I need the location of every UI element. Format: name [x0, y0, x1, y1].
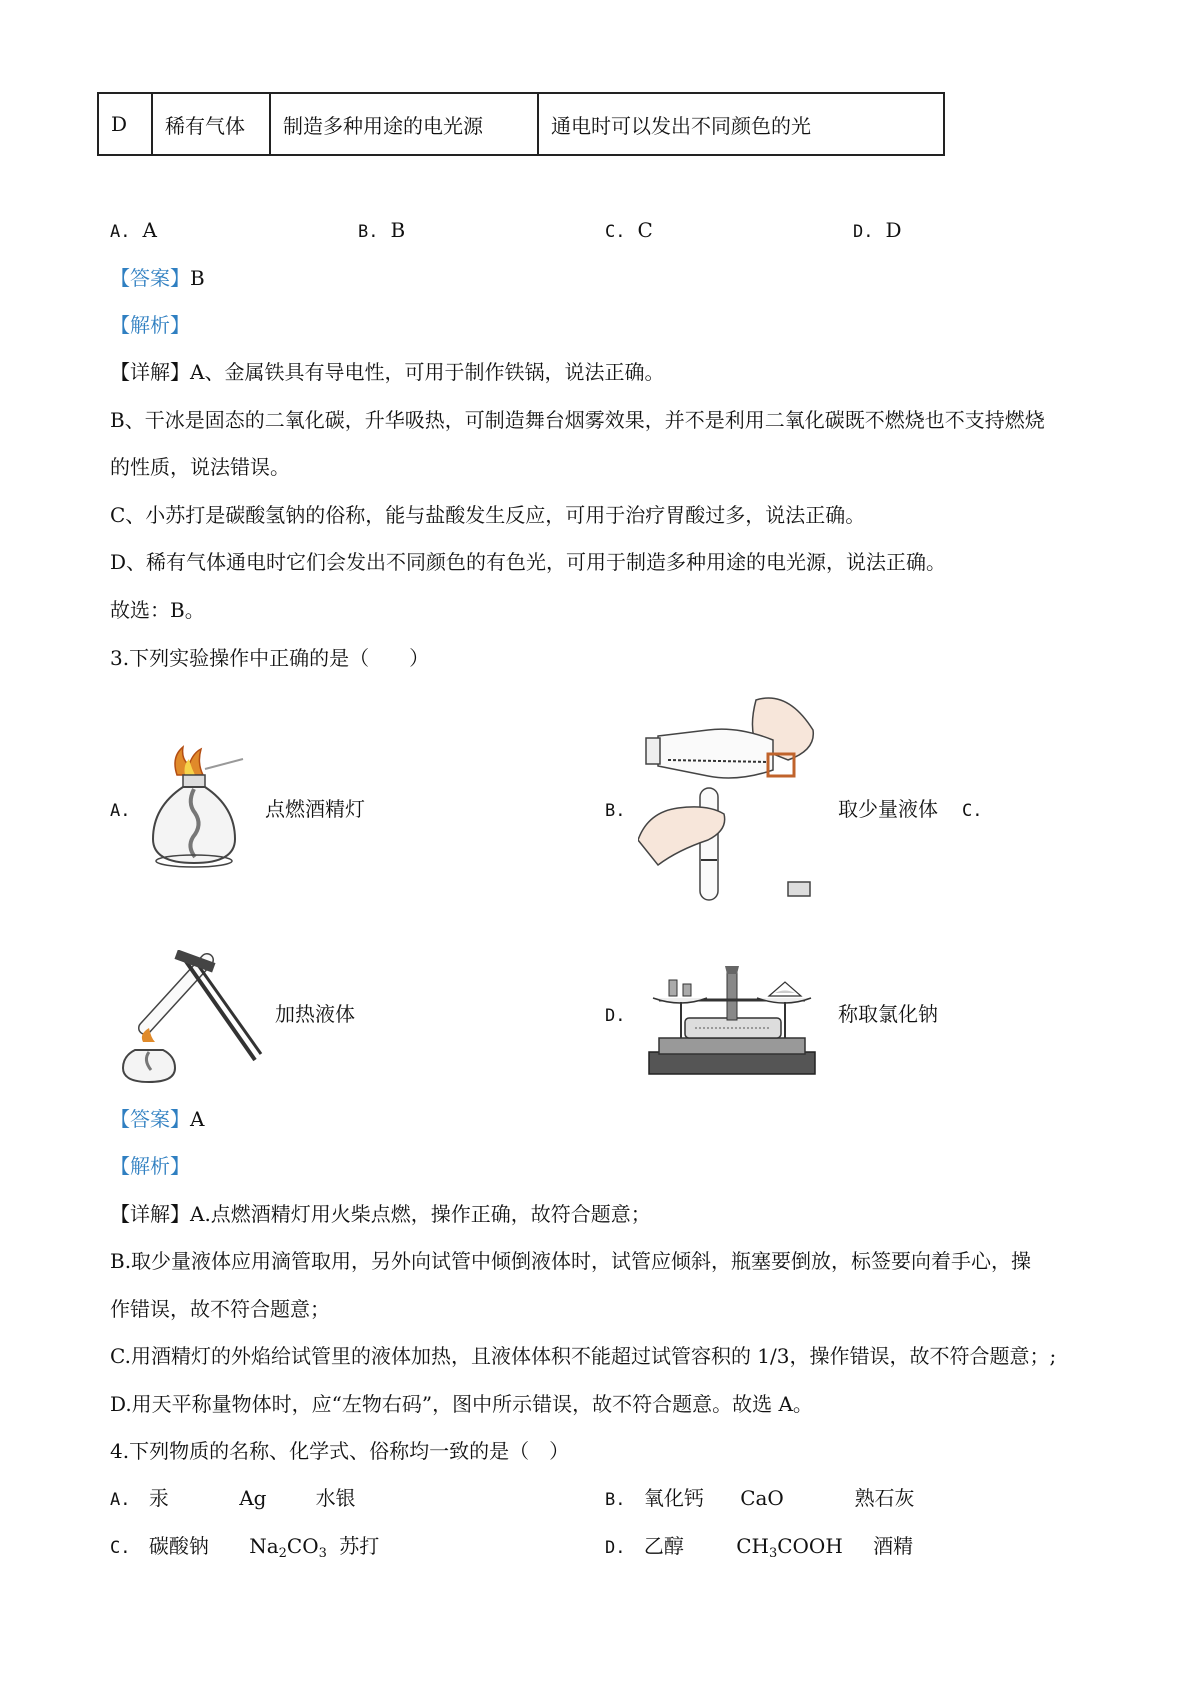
q3-option-a-letter: A.: [110, 801, 131, 821]
q3-option-d-label: 称取氯化钠: [838, 1002, 938, 1026]
q4-option-d: D. 乙醇 $CH_3COOH$ 酒精: [605, 1534, 914, 1561]
q3-option-c-letter: C.: [962, 801, 983, 821]
q2-option-b: B. B: [358, 218, 406, 242]
q4-option-a: A. 汞 Ag 水银: [110, 1486, 356, 1510]
q3-option-d-letter: D.: [605, 1006, 626, 1026]
q2-choose: 故选：B。: [110, 598, 205, 622]
q2-detail-a: 【详解】A、金属铁具有导电性，可用于制作铁锅，说法正确。: [110, 360, 665, 384]
q3-option-b-label: 取少量液体: [838, 797, 938, 821]
q3-detail-c: C.用酒精灯的外焰给试管里的液体加热，且液体体积不能超过试管容积的 1/3，操作错误，故不符合题意；;: [110, 1344, 1057, 1368]
q2-analysis-tag: 【解析】: [110, 313, 190, 337]
q2-option-c: C. C: [605, 218, 653, 242]
q2-detail-b2: 的性质，说法错误。: [110, 455, 290, 479]
q2-detail-c: C、小苏打是碳酸氢钠的俗称，能与盐酸发生反应，可用于治疗胃酸过多，说法正确。: [110, 503, 866, 527]
q4-option-c: C. 碳酸钠 $Na_2CO_3$ 苏打: [110, 1534, 380, 1561]
alcohol-lamp-icon: [143, 745, 253, 873]
q2-detail-b1: B、干冰是固态的二氧化碳，升华吸热，可制造舞台烟雾效果，并不是利用二氧化碳既不燃烧也不支持燃烧: [110, 408, 1045, 432]
property-table: [97, 92, 945, 156]
q3-detail-a: 【详解】A.点燃酒精灯用火柴点燃，操作正确，故符合题意；: [110, 1202, 651, 1226]
table-cell-property: 通电时可以发出不同颜色的光: [538, 93, 944, 155]
q2-answer: 【答案】B: [110, 266, 205, 290]
table-cell-label: D: [98, 93, 152, 155]
q2-option-a: A. A: [110, 218, 157, 242]
table-cell-use: 制造多种用途的电光源: [270, 93, 538, 155]
balance-scale-icon: [645, 960, 820, 1078]
q3-analysis-tag: 【解析】: [110, 1154, 190, 1178]
pouring-liquid-icon: [638, 690, 828, 915]
q4-stem: 4.下列物质的名称、化学式、俗称均一致的是（ ）: [110, 1439, 570, 1463]
q3-detail-d: D.用天平称量物体时，应“左物右码”，图中所示错误，故不符合题意。故选 A。: [110, 1392, 813, 1416]
q3-stem: 3.下列实验操作中正确的是（ ）: [110, 646, 430, 670]
q3-detail-b1: B.取少量液体应用滴管取用，另外向试管中倾倒液体时，试管应倾斜，瓶塞要倒放，标签要向着手心，操: [110, 1249, 1032, 1273]
q3-option-a-label: 点燃酒精灯: [265, 797, 365, 821]
q3-option-c-label: 加热液体: [275, 1002, 355, 1026]
q3-detail-b2: 作错误，故不符合题意；: [110, 1297, 330, 1321]
table-row: [98, 93, 944, 155]
table-cell-name: 稀有气体: [152, 93, 270, 155]
heating-liquid-icon: [115, 950, 265, 1090]
q2-option-d: D. D: [853, 218, 902, 242]
q2-detail-d: D、稀有气体通电时它们会发出不同颜色的有色光，可用于制造多种用途的电光源，说法正确。: [110, 550, 947, 574]
q4-option-b: B. 氧化钙 CaO 熟石灰: [605, 1486, 915, 1510]
q3-answer: 【答案】A: [110, 1107, 205, 1131]
q3-option-b-letter: B.: [605, 801, 626, 821]
